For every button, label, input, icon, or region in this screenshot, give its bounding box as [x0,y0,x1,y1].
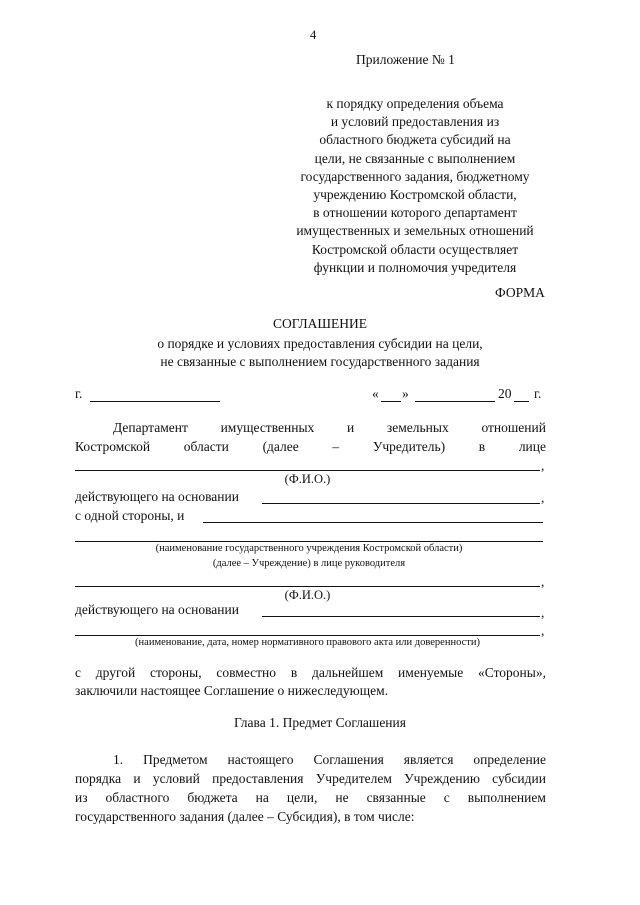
party2-fio-field[interactable] [75,586,540,587]
word: субсидии [492,771,546,786]
appendix-line: к порядку определения объема [326,96,504,111]
word: совместно [216,665,277,680]
party2-name-caption: (наименование государственного учреждения Костромской области) [155,543,463,554]
appendix-line: государственного задания, бюджетному [300,168,530,184]
chapter-title: Глава 1. Предмет Соглашения [234,715,406,730]
party1-basis-comma: , [541,490,545,505]
city-field[interactable] [90,401,220,402]
word: с [75,665,81,680]
party2-doc-caption: (наименование, дата, номер нормативного правового акта или доверенности) [135,637,480,648]
clause1-line4: государственного задания (далее – Субсидия), в том числе: [75,809,415,824]
word: 1. [113,752,124,767]
party1-fio-comma: , [541,458,545,473]
appendix-line: учреждению Костромской области, [313,187,517,203]
word: бюджета [187,790,238,805]
word: определение [473,752,546,767]
closing-line1 [75,665,546,681]
word: и [133,771,141,786]
party1-one-side: с одной стороны, и [75,508,185,523]
appendix-title: Приложение № 1 [356,52,455,67]
day-field[interactable] [381,401,401,402]
year-prefix: 20 [498,386,512,401]
word: Департамент [113,420,188,435]
word: отношений [481,420,546,435]
party1-line2 [75,439,546,455]
word: Предметом [143,752,208,767]
appendix-line: областного бюджета субсидий на [319,132,511,148]
month-field[interactable] [415,401,495,402]
word: областного [105,790,170,805]
party1-line1 [113,420,546,436]
date-close-quote: » [402,386,409,401]
party2-acting-basis: действующего на основании [75,602,239,617]
party2-name-field-2[interactable] [75,541,543,542]
party1-acting-basis: действующего на основании [75,489,239,504]
appendix-line: имущественных и земельных отношений [296,223,534,239]
word: выполнением [467,790,546,805]
party1-fio-caption: (Ф.И.О.) [284,472,331,486]
doc-title: СОГЛАШЕНИЕ [272,316,368,331]
party2-caption-2: (далее – Учреждение) в лице руководителя [212,558,406,569]
closing-line2: заключили настоящее Соглашение о нижеследующем. [75,683,389,698]
party2-fio-caption: (Ф.И.О.) [284,588,331,602]
word: с [443,790,450,805]
party2-doc-comma: , [541,623,545,638]
party2-name-field-1[interactable] [203,522,543,523]
word: земельных [386,420,449,435]
year-suffix: г. [534,386,542,401]
city-prefix: г. [75,386,83,401]
word: на [255,790,269,805]
date-open-quote: « [372,386,379,401]
word: связанные [366,790,426,805]
word: области [183,439,229,454]
party1-fio-field[interactable] [75,470,540,471]
word: является [403,752,454,767]
word: условий [152,771,200,786]
appendix-line: функции и полномочия учредителя [313,259,517,275]
word: цели, [286,790,318,805]
word: порядка [75,771,122,786]
word: (далее [262,439,299,454]
doc-subtitle-2: не связанные с выполнением государственного задания [160,354,480,369]
party2-basis-comma: , [541,605,545,620]
doc-subtitle-1: о порядке и условиях предоставления субсидии на цели, [157,336,483,351]
page-number: 4 [310,28,317,42]
year-field[interactable] [514,401,529,402]
word: – [332,439,340,454]
word: Учредитель) [372,439,446,454]
appendix-text [270,95,560,277]
word: «Стороны», [478,665,546,680]
word: дальнейшем [312,665,384,680]
appendix-line: цели, не связанные с выполнением [314,150,516,166]
party2-doc-field[interactable] [75,635,540,636]
word: Соглашения [313,752,384,767]
word: Учредителем [315,771,392,786]
word: не [335,790,349,805]
word: в [478,439,486,454]
word: и [346,420,355,435]
word: из [75,790,88,805]
word: предоставления [212,771,304,786]
word: в [290,665,298,680]
clause1-line1 [113,752,546,768]
word: Учреждению [404,771,480,786]
party2-fio-comma: , [541,574,545,589]
appendix-line: и условий предоставления из [330,114,500,130]
party1-basis-field[interactable] [262,503,540,504]
appendix-line: в отношении которого департамент [313,205,517,221]
word: лице [518,439,546,454]
word: другой [95,665,136,680]
clause1-line3 [75,790,546,806]
appendix-line: Костромской области осуществляет [311,241,519,257]
party2-basis-field[interactable] [262,616,540,617]
form-label: ФОРМА [495,285,545,300]
word: стороны, [149,665,202,680]
clause1-line2 [75,771,546,787]
word: Костромской [75,439,151,454]
word: настоящего [227,752,294,767]
word: именуемые [398,665,464,680]
word: имущественных [220,420,315,435]
